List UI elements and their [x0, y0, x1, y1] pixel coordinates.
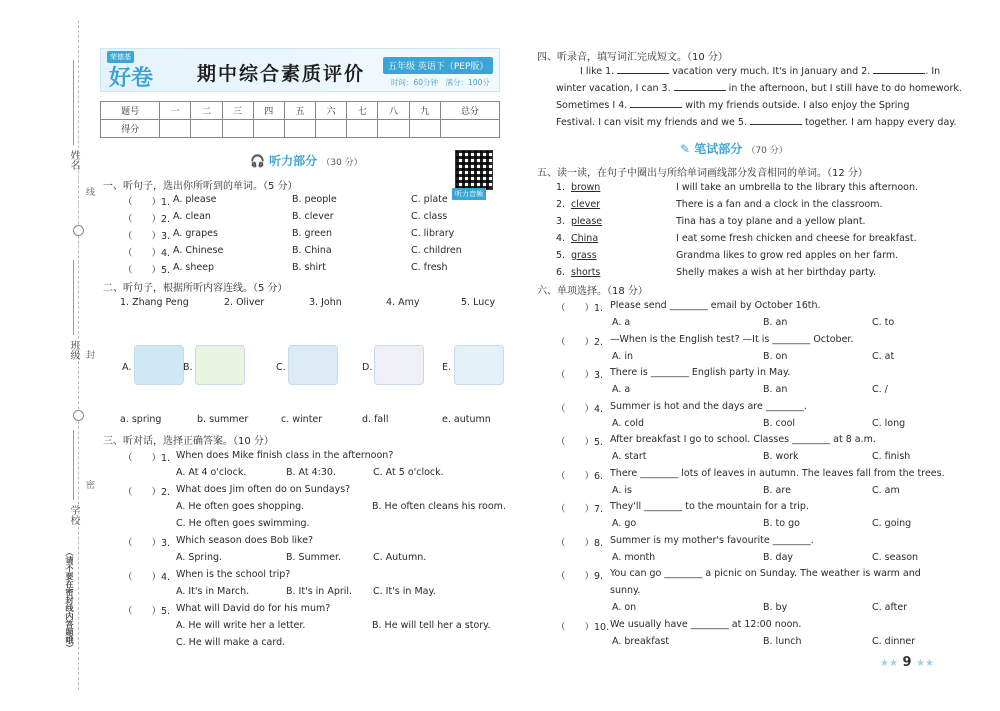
seal-note: （请不要在密封线内答题哦） [65, 548, 74, 652]
season-word[interactable]: d. fall [362, 414, 389, 425]
option-c[interactable]: C. library [411, 228, 455, 239]
s3-title: 三、听对话，选择正确答案。 [103, 436, 233, 447]
sentence[interactable]: Grandma likes to grow red apples on her farm. [676, 250, 899, 261]
given-word: brown [571, 182, 601, 193]
s4-title: 四、听录音，填写词汇完成短文。 [537, 52, 687, 63]
option-a[interactable]: A. is [612, 484, 632, 496]
option-c[interactable]: C. At 5 o'clock. [373, 467, 444, 478]
question-text: Summer is hot and the days are ________. [610, 400, 807, 412]
option-a[interactable]: A. on [612, 602, 637, 613]
passage-text: with my friends outside. I also enjoy the Spring [682, 100, 910, 111]
option-b[interactable]: B. At 4:30. [286, 467, 336, 478]
question-number[interactable]: （ ）3. [123, 231, 171, 242]
school-label: 学校 [68, 505, 79, 525]
option-a[interactable]: A. month [612, 551, 656, 563]
option-b[interactable]: B. green [292, 228, 332, 239]
passage-line [556, 100, 909, 111]
fill-blank[interactable] [750, 124, 802, 125]
binding-hole-2 [73, 410, 84, 421]
sentence[interactable]: There is a fan and a clock in the classroom. [676, 199, 883, 210]
picture-label: C. [276, 362, 286, 373]
score-cell[interactable] [409, 120, 440, 138]
option-b[interactable]: B. an [763, 384, 788, 395]
option-b[interactable]: B. lunch [763, 635, 802, 647]
option-b[interactable]: B. to go [763, 518, 800, 529]
cell: 四 [253, 102, 284, 120]
cell: 三 [222, 102, 253, 120]
option-a[interactable]: A. start [612, 451, 647, 462]
option-b[interactable]: B. are [763, 484, 791, 496]
question-number[interactable]: （ ）4. [123, 572, 171, 583]
option-c[interactable]: C. children [411, 245, 462, 256]
s5-title: 五、读一读，在句子中圈出与所给单词画线部分发音相同的单词。 [537, 168, 827, 179]
question-number[interactable]: （ ）2. [123, 487, 171, 498]
class-label: 班级 [68, 340, 79, 360]
binding-margin [0, 0, 100, 711]
score-cell[interactable] [160, 120, 191, 138]
cell: 得分 [101, 120, 160, 138]
given-word: clever [571, 199, 601, 210]
person-name: 1. Zhang Peng [120, 297, 189, 308]
passage-line [556, 117, 957, 128]
question-text: There is ________ English party in May. [610, 367, 791, 378]
item-number: 3. [556, 216, 566, 227]
season-picture [374, 345, 424, 385]
qr-code-icon[interactable] [455, 150, 493, 190]
s1-points: （5 分） [263, 181, 298, 192]
question-number[interactable]: （ ）5. [123, 265, 171, 276]
option-c[interactable]: C. finish [872, 451, 911, 462]
cell: 一 [160, 102, 191, 120]
question-text: We usually have ________ at 12:00 noon. [610, 618, 802, 630]
option-b[interactable]: B. an [763, 317, 788, 328]
option-b[interactable]: B. people [292, 194, 337, 205]
s6-points: （18 分） [607, 286, 648, 297]
school-field[interactable] [73, 430, 74, 500]
qr-label: 听力音频 [452, 188, 486, 200]
question-text: What will David do for his mum? [176, 603, 331, 614]
option-a[interactable]: A. clean [173, 211, 211, 222]
passage-text: winter vacation, I can 3. [556, 83, 674, 94]
s3-points: （10 分） [233, 436, 274, 447]
fill-blank[interactable] [617, 73, 669, 74]
question-number[interactable]: （ ）1. [123, 453, 171, 464]
option-b[interactable]: B. Summer. [286, 552, 342, 563]
section-points: （70 分） [746, 146, 788, 156]
option-a[interactable]: A. Chinese [173, 245, 224, 256]
option-c[interactable]: C. Autumn. [373, 552, 427, 563]
s6-heading [537, 282, 648, 297]
option-a[interactable]: A. go [612, 518, 637, 529]
option-b[interactable]: B. day [763, 551, 794, 563]
question-text: After breakfast I go to school. Classes ________ at 8 a.m. [610, 434, 876, 445]
option-a[interactable]: A. a [612, 384, 631, 395]
s2-points: （5 分） [253, 283, 288, 294]
picture-label: A. [122, 362, 132, 373]
question-number[interactable]: （ ）7. [556, 504, 604, 515]
option-a[interactable]: A. At 4 o'clock. [176, 467, 247, 478]
given-word: China [571, 233, 599, 244]
page-number [880, 655, 934, 670]
option-a[interactable]: A. sheep [173, 262, 215, 273]
option-a[interactable]: A. cold [612, 417, 645, 429]
person-name: 3. John [309, 297, 342, 308]
score-cell[interactable] [284, 120, 315, 138]
option-c[interactable]: C. class [411, 211, 448, 222]
brand-tag: 荣德基 [107, 51, 134, 63]
question-text: They'll ________ to the mountain for a trip. [610, 501, 809, 512]
option-c[interactable]: C. fresh [411, 262, 448, 273]
question-text: Please send ________ email by October 16th. [610, 300, 821, 311]
sentence[interactable]: I will take an umbrella to the library this afternoon. [676, 182, 919, 193]
option-c[interactable]: C. dinner [872, 635, 916, 647]
option-b[interactable]: B. He often cleans his room. [372, 501, 506, 512]
sentence[interactable]: I eat some fresh chicken and cheese for breakfast. [676, 233, 917, 244]
option-c[interactable]: C. am [872, 484, 900, 496]
question-number[interactable]: （ ）2. [123, 214, 171, 225]
score-cell[interactable] [316, 120, 347, 138]
option-b[interactable]: B. work [763, 451, 799, 462]
star-icon: ★★ [880, 658, 898, 669]
option-b[interactable]: B. clever [292, 211, 334, 222]
cell: 六 [316, 102, 347, 120]
question-number[interactable]: （ ）8. [556, 537, 604, 549]
cell: 题号 [101, 102, 160, 120]
person-name: 2. Oliver [224, 297, 265, 308]
page-title: 期中综合素质评价 [197, 63, 366, 85]
option-a[interactable]: A. He will write her a letter. [176, 620, 306, 631]
class-field[interactable] [73, 260, 74, 335]
score-table [100, 101, 500, 138]
item-number: 5. [556, 250, 566, 261]
option-a[interactable]: A. Spring. [176, 552, 223, 563]
exam-header [100, 48, 500, 92]
s6-title: 六、单项选择。 [537, 286, 607, 297]
option-a[interactable]: A. in [612, 350, 634, 362]
cell: 二 [191, 102, 222, 120]
given-word: please [571, 216, 603, 227]
season-picture [288, 345, 338, 385]
seal-mark: 线 [86, 188, 96, 198]
fill-blank[interactable] [674, 90, 726, 91]
s3-heading [103, 432, 274, 447]
fill-blank[interactable] [630, 107, 682, 108]
question-number[interactable]: （ ）3. [123, 538, 171, 549]
option-c[interactable]: C. going [872, 518, 912, 529]
option-b[interactable]: B. China [292, 245, 332, 256]
cell: 八 [378, 102, 409, 120]
option-b[interactable]: B. He will tell her a story. [372, 620, 491, 631]
option-a[interactable]: A. grapes [173, 228, 218, 239]
question-text: When does Mike finish class in the afternoon? [176, 450, 394, 461]
question-text: What does Jim often do on Sundays? [176, 484, 351, 495]
question-number[interactable]: （ ）6. [556, 470, 604, 482]
question-text: —When is the English test? —It is ________ October. [610, 333, 854, 345]
pencil-icon: ✎ [680, 142, 691, 156]
option-b[interactable]: B. shirt [292, 262, 326, 273]
seal-mark-3: 密 [86, 481, 96, 491]
passage-line [556, 83, 962, 94]
name-label: 姓名 [68, 150, 79, 170]
picture-label: D. [362, 362, 373, 373]
option-a[interactable]: A. please [173, 194, 217, 205]
option-c[interactable]: C. He often goes swimming. [176, 518, 310, 529]
question-number[interactable]: （ ）1. [556, 303, 604, 314]
headphone-icon: 🎧 [250, 154, 265, 168]
passage-text: Sometimes I 4. [556, 100, 631, 111]
s4-heading [537, 48, 728, 63]
question-number[interactable]: （ ）5. [556, 437, 604, 448]
option-c[interactable]: C. after [872, 602, 908, 613]
passage-text: . In [925, 66, 941, 77]
season-picture [454, 345, 504, 385]
item-number: 1. [556, 182, 566, 193]
season-word[interactable]: e. autumn [442, 414, 491, 425]
cell: 七 [347, 102, 378, 120]
section-label: 笔试部分 [694, 142, 743, 156]
question-number[interactable]: （ ）2. [556, 336, 604, 348]
picture-label: B. [183, 362, 193, 373]
writing-section-title [680, 140, 788, 157]
seal-mark-2: 封 [86, 351, 96, 361]
option-b[interactable]: B. It's in April. [286, 586, 353, 597]
question-number[interactable]: （ ）3. [556, 370, 604, 381]
option-b[interactable]: B. cool [763, 417, 796, 429]
option-b[interactable]: B. on [763, 350, 788, 362]
passage-text: Festival. I can visit my friends and we 5. [556, 117, 750, 128]
cell: 五 [284, 102, 315, 120]
question-number[interactable]: （ ）10. [556, 621, 610, 633]
question-text: When is the school trip? [176, 569, 291, 580]
listening-section-title [250, 152, 363, 169]
question-number[interactable]: （ ）1. [123, 197, 171, 208]
star-icon: ★★ [916, 658, 934, 669]
question-number[interactable]: （ ）4. [556, 403, 604, 415]
picture-label: E. [442, 362, 452, 373]
question-number[interactable]: （ ）5. [123, 606, 171, 617]
question-text: There ________ lots of leaves in autumn. The leaves fall from the trees. [610, 467, 945, 479]
cell: 九 [409, 102, 440, 120]
given-word: grass [571, 250, 597, 261]
s1-heading [103, 177, 298, 192]
passage-text: together. I am happy every day. [802, 117, 957, 128]
option-c[interactable]: C. / [872, 384, 888, 395]
score-cell[interactable] [253, 120, 284, 138]
score-cell[interactable] [347, 120, 378, 138]
question-number[interactable]: （ ）9. [556, 571, 604, 582]
name-field[interactable] [73, 60, 74, 145]
passage-text: I like 1. [580, 66, 618, 77]
option-c[interactable]: C. long [872, 417, 906, 429]
sentence[interactable]: Shelly makes a wish at her birthday party. [676, 267, 877, 278]
option-c[interactable]: C. at [872, 350, 895, 362]
passage-line [580, 66, 940, 77]
option-c[interactable]: C. season [872, 551, 919, 563]
binding-hole [73, 225, 84, 236]
item-number: 4. [556, 233, 566, 244]
question-number[interactable]: （ ）4. [123, 248, 171, 259]
score-header-row [101, 102, 500, 120]
cell: 总分 [440, 102, 499, 120]
s1-title: 一、听句子，选出你所听到的单词。 [103, 181, 263, 192]
s4-points: （10 分） [687, 52, 728, 63]
question-text: Summer is my mother's favourite ________. [610, 534, 814, 546]
passage-text: vacation very much. It's in January and 2. [669, 66, 874, 77]
fill-blank[interactable] [873, 73, 925, 74]
option-c[interactable]: C. plate [411, 194, 448, 205]
person-name: 4. Amy [386, 297, 420, 308]
score-cell[interactable] [191, 120, 222, 138]
option-c[interactable]: C. to [872, 317, 895, 328]
season-picture [195, 345, 245, 385]
sentence[interactable]: Tina has a toy plane and a yellow plant. [676, 216, 866, 227]
question-text-cont: sunny. [610, 585, 641, 596]
given-word: shorts [571, 267, 601, 278]
option-b[interactable]: B. by [763, 602, 788, 613]
time-info: 时间：60分钟 满分：100分 [391, 78, 490, 87]
person-name: 5. Lucy [461, 297, 496, 308]
item-number: 6. [556, 267, 566, 278]
option-a[interactable]: A. breakfast [612, 635, 670, 647]
score-row [101, 120, 500, 138]
score-cell[interactable] [440, 120, 499, 138]
score-cell[interactable] [222, 120, 253, 138]
option-c[interactable]: C. He will make a card. [176, 637, 286, 648]
season-picture [134, 345, 184, 385]
item-number: 2. [556, 199, 566, 210]
option-a[interactable]: A. a [612, 317, 631, 328]
page-number-value: 9 [902, 655, 912, 670]
option-a[interactable]: A. It's in March. [176, 586, 250, 597]
season-word[interactable]: b. summer [197, 414, 249, 425]
season-word[interactable]: a. spring [120, 414, 162, 425]
section-points: （30 分） [321, 158, 363, 168]
s5-points: （12 分） [827, 168, 868, 179]
question-text: Which season does Bob like? [176, 535, 314, 546]
passage-text: in the afternoon, but I still have to do homework. [725, 83, 962, 94]
s5-heading [537, 164, 868, 179]
section-label: 听力部分 [269, 154, 318, 168]
option-a[interactable]: A. He often goes shopping. [176, 501, 305, 512]
s2-title: 二、听句子，根据所听内容连线。 [103, 283, 253, 294]
grade-badge: 五年级 英语下（PEP版） [383, 57, 493, 74]
option-c[interactable]: C. It's in May. [373, 586, 436, 597]
logo: 好卷 [109, 65, 154, 91]
season-word[interactable]: c. winter [281, 414, 323, 425]
question-text: You can go ________ a picnic on Sunday. The weather is warm and [610, 568, 921, 579]
s2-heading [103, 279, 288, 294]
score-cell[interactable] [378, 120, 409, 138]
